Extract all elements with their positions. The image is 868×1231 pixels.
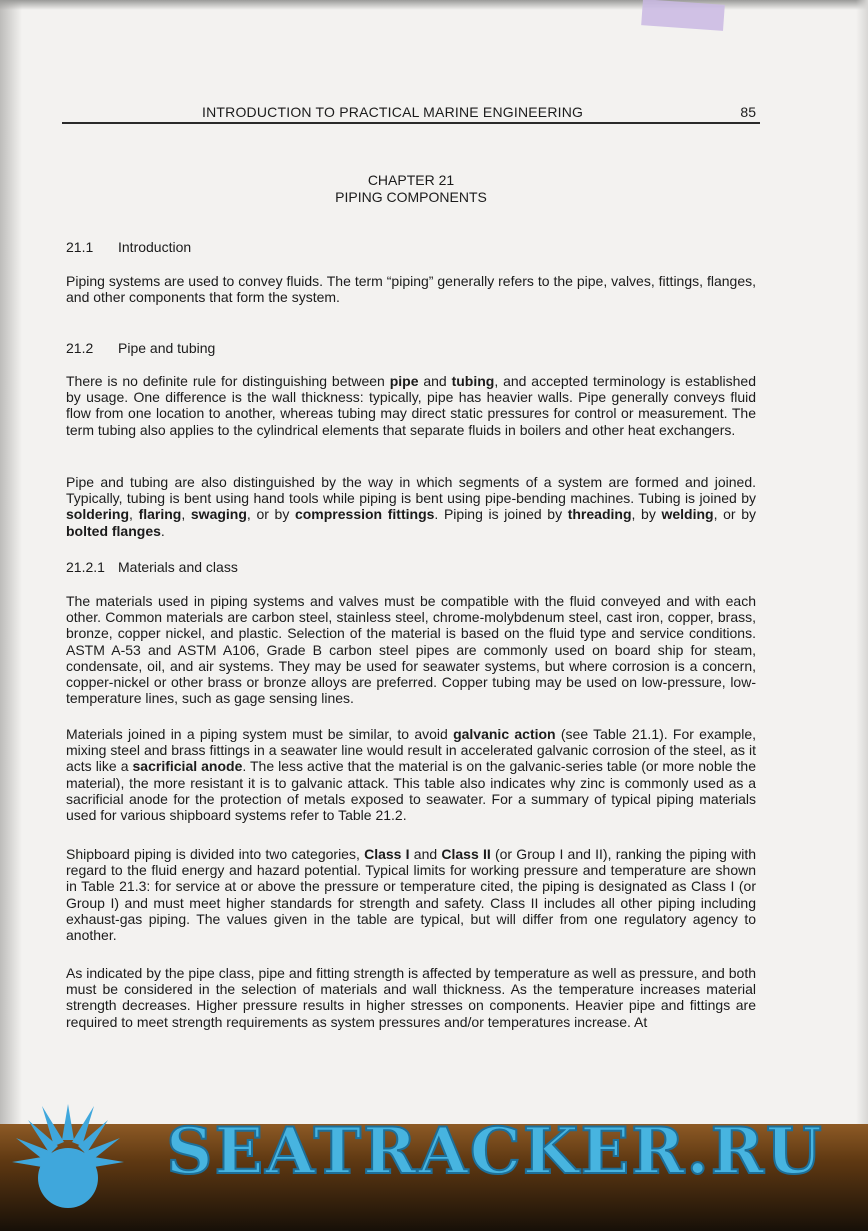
sticky-tab-marker: [641, 0, 725, 31]
bold-term: bolted flanges: [66, 522, 161, 539]
section-heading-21-2: [66, 340, 215, 356]
running-header: [62, 102, 760, 122]
chapter-title: PIPING COMPONENTS: [335, 189, 487, 205]
paragraph-pipe-vs-tubing: [66, 373, 756, 438]
text-run: ,: [129, 506, 139, 523]
bold-term: swaging: [190, 506, 247, 523]
section-number: 21.1: [66, 239, 94, 255]
bold-term: tubing: [451, 373, 495, 389]
chapter-number: CHAPTER 21: [367, 172, 455, 188]
text-run: and: [409, 846, 442, 862]
page-left-shadow: [0, 0, 22, 1231]
bold-term: threading: [567, 506, 632, 523]
text-run: .: [160, 522, 165, 539]
bold-term: sacrificial anode: [132, 758, 243, 775]
paragraph-joining-methods: [66, 474, 756, 539]
text-run: There is no definite rule for distinguishing between: [66, 373, 390, 389]
bold-term: welding: [661, 506, 714, 523]
text-run: . The less active that the material is on the galvanic-series table (or more noble the material), the more resistant it is to galvanic attack. This table also indicates why zinc is commonly used as a sacrificial anode for the protection of metals exposed to seawater. For a summary of typical piping materials used for various shipboard systems refer to Table 21.2.: [66, 758, 757, 824]
bold-term: pipe: [389, 373, 419, 389]
page-top-shadow: [0, 0, 868, 10]
paragraph-introduction: Piping systems are used to convey fluids. The term “piping” generally refers to the pipe, valves, fittings, flanges, and other components that form the system.: [66, 273, 756, 306]
page-right-edge: [856, 0, 868, 1231]
section-heading-21-2-1: [66, 559, 238, 575]
text-run: (or Group I and II), ranking the piping with regard to the fluid energy and hazard potential. Typical limits for working pressure and temperature are shown in Table 21.3: for service at or above the pressure or temperature cited, the piping is designated as Class I (or Group I) and must meet higher standards for strength and safety. Class II includes all other piping including exhaust-gas piping. The values given in the table are typical, but will differ from one regulatory agency to another.: [66, 846, 757, 944]
section-number: 21.2: [66, 340, 94, 356]
section-number: 21.2.1: [66, 559, 105, 575]
text-run: , or by: [246, 506, 295, 523]
section-heading-21-1: [66, 239, 191, 255]
text-run: (see Table 21.1). For example, mixing steel and brass fittings in a seawater line would result in accelerated galvanic corrosion of the steel, as it acts like a: [66, 726, 756, 775]
paragraph-strength-temperature: As indicated by the pipe class, pipe and fitting strength is affected by temperature as well as pressure, and both must be considered in the selection of materials and wall thickness. As the temperature increases material strength decreases. Higher pressure results in higher stresses on components. Heavier pipe and fittings are required to meet strength requirements as system pressures and/or temperatures increase. At: [66, 965, 756, 1030]
bold-term: flaring: [138, 506, 182, 523]
bold-term: galvanic action: [453, 726, 556, 742]
running-title: INTRODUCTION TO PRACTICAL MARINE ENGINEERING: [202, 104, 584, 120]
bold-term: Class II: [441, 846, 491, 862]
text-run: , by: [631, 506, 662, 523]
header-rule: [62, 122, 760, 124]
text-run: . Piping is joined by: [434, 506, 568, 523]
section-title: Materials and class: [118, 559, 238, 575]
chapter-heading: [62, 172, 760, 206]
paragraph-materials: The materials used in piping systems and valves must be compatible with the fluid conveyed and with each other. Common materials are carbon steel, stainless steel, chrome-molybdenum steel, cast iron, copper, brass, bronze, copper nickel, and plastic. Selection of the material is based on the fluid type and service conditions. ASTM A-53 and ASTM A106, Grade B carbon steel pipes are commonly used on board ship for steam, condensate, oil, and air systems. They may be used for seawater systems, but where corrosion is a concern, copper-nickel or other brass or bronze alloys are preferred. Copper tubing may be used on low-pressure, low-temperature lines, such as gage sensing lines.: [66, 593, 756, 707]
page-number: 85: [740, 104, 756, 120]
text-run: Pipe and tubing are also distinguished by the way in which segments of a system are formed and joined. Typically, tubing is bent using hand tools while piping is bent using pipe-bending machines. Tubing is joined by: [66, 474, 756, 507]
text-run: Shipboard piping is divided into two categories,: [66, 846, 365, 862]
text-run: , and accepted terminology is established by usage. One difference is the wall thickness: typically, pipe has heavier walls. Pipe generally conveys fluid flow from one location to another, whereas tubing may direct static pressures for control or measurement. The term tubing also applies to the cylindrical elements that separate fluids in boilers and other heat exchangers.: [66, 373, 757, 438]
sun-logo-icon: [8, 1100, 128, 1220]
bold-term: Class I: [364, 846, 410, 862]
text-run: Materials joined in a piping system must be similar, to avoid: [66, 726, 454, 742]
paragraph-galvanic-action: [66, 726, 756, 823]
bold-term: soldering: [66, 506, 130, 523]
section-title: Introduction: [118, 239, 192, 255]
section-title: Pipe and tubing: [118, 340, 216, 356]
paragraph-piping-classes: [66, 846, 756, 943]
text-run: , or by: [713, 506, 757, 523]
bold-term: compression fittings: [294, 506, 435, 523]
text-run: ,: [181, 506, 191, 523]
text-run: and: [418, 373, 452, 389]
watermark-text: SEATRACKER.RU: [166, 1114, 824, 1189]
